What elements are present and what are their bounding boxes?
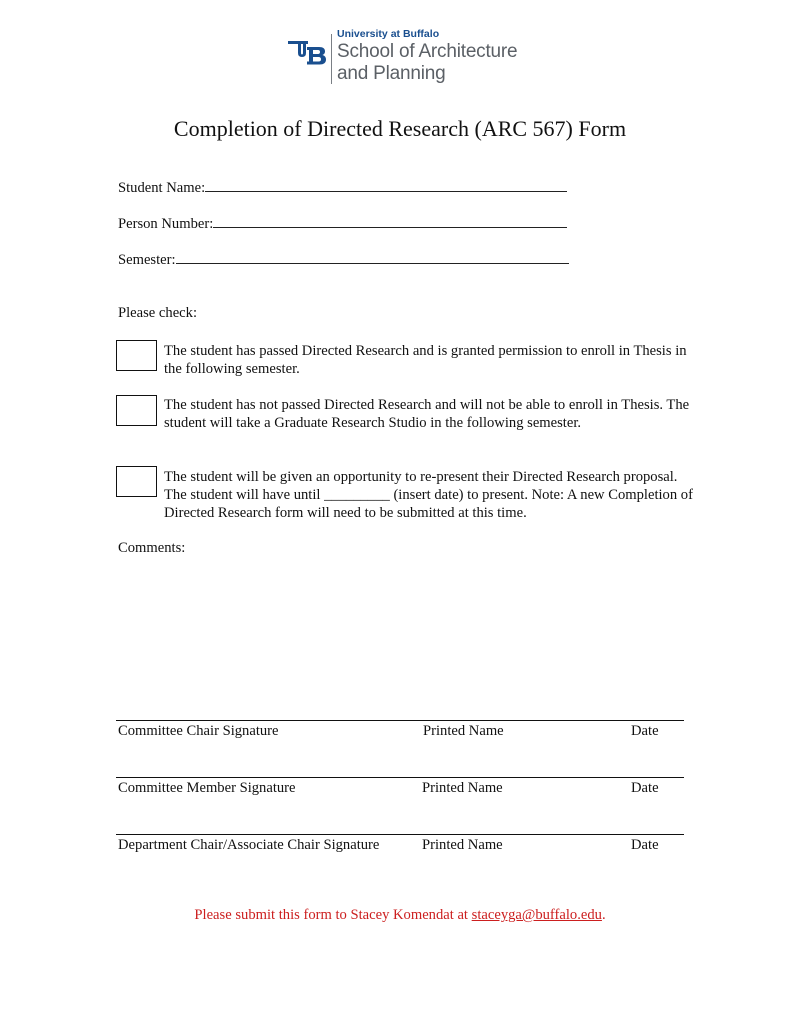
committee-chair-printed-name-label: Printed Name <box>423 723 504 739</box>
re-present-checkbox[interactable] <box>116 466 157 497</box>
committee-member-printed-name-label: Printed Name <box>422 780 503 796</box>
committee-chair-signature-label: Committee Chair Signature <box>118 723 279 739</box>
re-present-option-text <box>164 468 694 522</box>
not-passed-option-text: The student has not passed Directed Research and will not be able to enroll in Thesis. The student will take a Graduate Research Studio in the following semester. <box>164 397 690 431</box>
department-chair-printed-name-label: Printed Name <box>422 837 503 853</box>
page-title: Completion of Directed Research (ARC 567) Form <box>173 116 627 141</box>
school-name-line-1: School of Architecture <box>337 41 518 62</box>
university-name: University at Buffalo <box>337 28 440 40</box>
ub-logo-icon <box>288 38 328 66</box>
submission-note-end: . <box>601 907 606 923</box>
department-chair-date-label: Date <box>631 837 659 853</box>
department-chair-signature-line[interactable] <box>116 834 684 835</box>
passed-option-text: The student has passed Directed Research and is granted permission to enroll in Thesis in the following semester. <box>164 343 687 377</box>
insert-date-blank[interactable]: _________ <box>324 487 390 503</box>
committee-member-signature-line[interactable] <box>116 777 684 778</box>
not-passed-checkbox[interactable] <box>116 395 157 426</box>
submission-note-text: Please submit this form to Stacey Komendat at <box>194 907 468 923</box>
committee-member-signature-label: Committee Member Signature <box>118 780 296 796</box>
person-number-label: Person Number: <box>118 216 214 232</box>
school-name-line-2: and Planning <box>337 63 446 84</box>
semester-field[interactable] <box>118 251 569 269</box>
comments-label: Comments: <box>118 540 186 556</box>
student-name-field[interactable] <box>118 179 567 197</box>
contact-email-link[interactable]: staceyga@buffalo.edu <box>471 907 602 923</box>
semester-label: Semester: <box>118 252 176 268</box>
please-check-label: Please check: <box>118 305 198 321</box>
submission-note <box>0 907 800 924</box>
logo-divider <box>331 34 332 84</box>
committee-member-date-label: Date <box>631 780 659 796</box>
person-number-line[interactable] <box>213 215 567 228</box>
committee-chair-date-label: Date <box>631 723 659 739</box>
school-logo <box>288 28 528 88</box>
semester-line[interactable] <box>176 251 569 264</box>
student-name-line[interactable] <box>205 179 567 192</box>
committee-chair-signature-line[interactable] <box>116 720 684 721</box>
department-chair-signature-label: Department Chair/Associate Chair Signature <box>118 837 380 853</box>
re-present-text-after: (insert date) to present. Note: A new Completion of Directed Research form will need to be submitted at this time. <box>164 487 693 521</box>
student-name-label: Student Name: <box>118 180 206 196</box>
re-present-text-before: The student will be given an opportunity to re-present their Directed Research proposal. The student will have until <box>164 469 678 503</box>
person-number-field[interactable] <box>118 215 567 233</box>
passed-checkbox[interactable] <box>116 340 157 371</box>
